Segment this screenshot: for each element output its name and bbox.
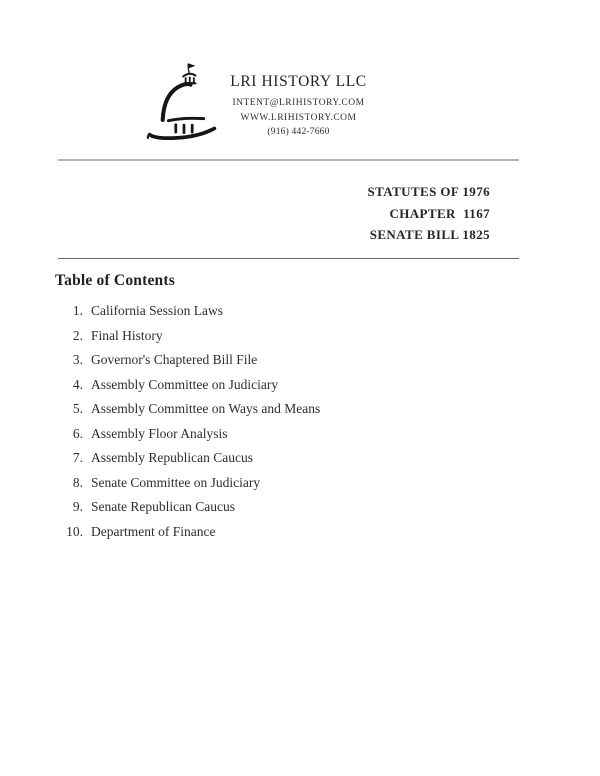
toc-item-number: 6.	[72, 425, 83, 441]
toc-item-number: 3.	[72, 352, 83, 367]
toc-item	[57, 495, 320, 520]
statutes-line: STATUTES OF 1976	[367, 184, 490, 199]
toc-heading: Table of Contents	[55, 272, 175, 289]
toc-item-label: Governor's Chaptered Bill File	[91, 352, 258, 367]
toc-item	[57, 520, 320, 545]
toc-item-label: California Session Laws	[91, 303, 223, 318]
toc-item-number: 5.	[72, 401, 83, 416]
toc-item	[57, 471, 320, 496]
toc-item-number: 9.	[72, 499, 83, 514]
toc-item-label: Senate Committee on Judiciary	[91, 474, 261, 490]
email-address: INTENT@LRIHISTORY.COM	[232, 98, 365, 108]
bottom-divider-rule	[58, 258, 519, 259]
toc-list	[57, 299, 320, 544]
toc-item-number: 7.	[72, 450, 83, 465]
phone-number: (916) 442-7660	[267, 127, 330, 137]
toc-item-label: Assembly Committee on Judiciary	[91, 376, 279, 392]
website-url: WWW.LRIHISTORY.COM	[240, 112, 357, 123]
toc-item-number: 2.	[72, 327, 83, 343]
toc-item-number: 1.	[72, 303, 83, 318]
toc-item	[57, 348, 320, 373]
toc-item-label: Assembly Committee on Ways and Means	[91, 401, 321, 416]
toc-item-number: 10.	[66, 523, 83, 539]
senate-bill-line: SENATE BILL 1825	[369, 227, 490, 243]
toc-item	[57, 299, 320, 324]
toc-item	[57, 373, 320, 398]
company-name: LRI HISTORY LLC	[230, 73, 367, 90]
toc-item	[57, 324, 320, 349]
chapter-line: CHAPTER 1167	[389, 205, 490, 221]
toc-item-label: Department of Finance	[91, 523, 216, 539]
statute-reference-block	[368, 181, 490, 246]
toc-item-number: 4.	[72, 376, 83, 392]
toc-item	[57, 397, 320, 422]
toc-item-label: Assembly Floor Analysis	[91, 425, 228, 441]
toc-item	[57, 446, 320, 471]
toc-item-label: Assembly Republican Caucus	[91, 450, 253, 465]
toc-item-label: Senate Republican Caucus	[91, 499, 235, 514]
toc-item-number: 8.	[72, 474, 83, 490]
toc-item	[57, 422, 320, 447]
toc-item-label: Final History	[91, 327, 163, 343]
top-divider-rule	[58, 159, 519, 161]
